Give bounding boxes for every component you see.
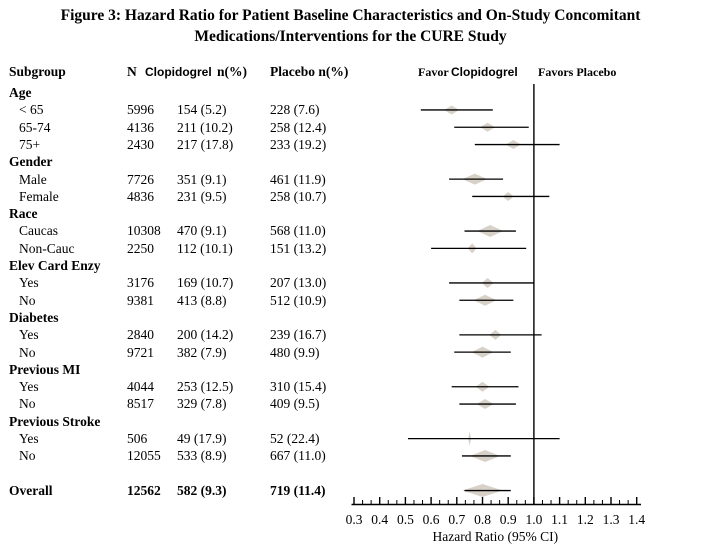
- x-tick-label: 1.0: [525, 512, 543, 527]
- subgroup-label: Previous MI: [9, 361, 81, 377]
- subgroup-label: Elev Card Enzy: [9, 258, 101, 273]
- n-value: 5996: [127, 102, 154, 118]
- placebo-value: 568 (11.0): [270, 223, 326, 239]
- clopidogrel-value: 49 (17.9): [177, 431, 227, 446]
- subgroup-label: 75+: [19, 136, 41, 152]
- n-value: 4044: [127, 379, 154, 395]
- clopidogrel-value: 382 (7.9): [177, 344, 227, 360]
- placebo-value: 258 (10.7): [270, 188, 327, 204]
- clopidogrel-value: 169 (10.7): [177, 275, 234, 291]
- clopidogrel-value: 200 (14.2): [177, 327, 234, 343]
- clopidogrel-value: 217 (17.8): [177, 136, 234, 152]
- placebo-value: 52 (22.4): [270, 431, 320, 446]
- clopidogrel-value: 329 (7.8): [177, 396, 227, 412]
- placebo-value: 667 (11.0): [270, 448, 326, 464]
- figure-title-line2: Medications/Interventions for the CURE Study: [194, 28, 507, 45]
- placebo-value: 310 (15.4): [270, 379, 327, 395]
- subgroup-label: No: [19, 344, 36, 360]
- n-value: 9381: [127, 292, 154, 308]
- placebo-value: 228 (7.6): [270, 102, 320, 118]
- x-tick-label: 0.6: [422, 512, 440, 527]
- clopidogrel-value: 112 (10.1): [177, 240, 233, 256]
- clopidogrel-value: 413 (8.8): [177, 292, 227, 308]
- placebo-value: 461 (11.9): [270, 171, 326, 187]
- n-value: 12562: [127, 482, 161, 498]
- clopidogrel-value: 582 (9.3): [177, 482, 227, 498]
- figure-title-line1: Figure 3: Hazard Ratio for Patient Baseline Characteristics and On-Study Concomitant: [60, 7, 641, 24]
- placebo-value: 512 (10.9): [270, 292, 327, 308]
- subgroup-label: Yes: [19, 431, 39, 446]
- legend-favors-placebo: Favors Placebo: [538, 65, 617, 79]
- subgroup-label: Female: [19, 188, 59, 204]
- subgroup-label: 65-74: [19, 119, 51, 135]
- n-value: 10308: [127, 223, 161, 239]
- subgroup-label: Diabetes: [9, 309, 59, 325]
- n-value: 7726: [127, 171, 154, 187]
- subgroup-label: Gender: [9, 154, 53, 170]
- x-tick-label: 0.9: [499, 512, 517, 527]
- subgroup-label: Age: [9, 85, 32, 100]
- n-value: 2430: [127, 136, 154, 152]
- x-tick-label: 0.4: [371, 512, 389, 527]
- subgroup-label: Yes: [19, 379, 39, 395]
- n-value: 506: [127, 431, 148, 446]
- subgroup-label: Race: [9, 206, 38, 222]
- n-value: 4836: [127, 188, 154, 204]
- header-n-pct: n(%): [217, 64, 247, 79]
- placebo-value: 207 (13.0): [270, 275, 327, 291]
- subgroup-label: No: [19, 396, 36, 412]
- n-value: 2840: [127, 327, 154, 343]
- subgroup-label: Yes: [19, 275, 39, 291]
- n-value: 2250: [127, 240, 154, 256]
- subgroup-label: Male: [19, 171, 47, 187]
- n-value: 12055: [127, 448, 161, 464]
- clopidogrel-value: 231 (9.5): [177, 188, 227, 204]
- x-tick-label: 1.2: [576, 512, 594, 527]
- x-tick-label: 1.4: [628, 512, 646, 527]
- subgroup-label: Caucas: [19, 223, 58, 239]
- n-value: 3176: [127, 275, 154, 291]
- clopidogrel-value: 351 (9.1): [177, 171, 227, 187]
- header-subgroup: Subgroup: [9, 64, 66, 79]
- legend-favor-clopidogrel: Favor: [418, 65, 449, 79]
- x-tick-label: 0.7: [448, 512, 466, 527]
- clopidogrel-value: 211 (10.2): [177, 119, 233, 135]
- n-value: 4136: [127, 119, 154, 135]
- x-axis-title: Hazard Ratio (95% CI): [432, 529, 559, 544]
- subgroup-label: Non-Cauc: [19, 240, 75, 256]
- clopidogrel-value: 533 (8.9): [177, 448, 227, 464]
- placebo-value: 719 (11.4): [270, 482, 326, 498]
- subgroup-label: Overall: [9, 482, 53, 498]
- placebo-value: 258 (12.4): [270, 119, 327, 135]
- header-clopidogrel: Clopidogrel: [145, 65, 212, 79]
- x-tick-label: 0.3: [345, 512, 363, 527]
- subgroup-label: < 65: [19, 102, 44, 118]
- clopidogrel-value: 470 (9.1): [177, 223, 227, 239]
- clopidogrel-value: 253 (12.5): [177, 379, 234, 395]
- placebo-value: 409 (9.5): [270, 396, 320, 412]
- placebo-value: 239 (16.7): [270, 327, 327, 343]
- x-tick-label: 1.1: [551, 512, 569, 527]
- subgroup-label: Yes: [19, 327, 39, 343]
- n-value: 8517: [127, 396, 154, 412]
- subgroup-label: No: [19, 448, 36, 464]
- legend-favor-clopidogrel-word: Clopidogrel: [451, 65, 518, 79]
- placebo-value: 233 (19.2): [270, 136, 327, 152]
- x-tick-label: 0.5: [396, 512, 414, 527]
- x-tick-label: 1.3: [602, 512, 620, 527]
- subgroup-label: No: [19, 292, 36, 308]
- header-n: N: [127, 64, 137, 79]
- clopidogrel-value: 154 (5.2): [177, 102, 227, 118]
- x-tick-label: 0.8: [474, 512, 491, 527]
- placebo-value: 480 (9.9): [270, 344, 320, 360]
- placebo-value: 151 (13.2): [270, 240, 327, 256]
- header-placebo: Placebo n(%): [270, 64, 349, 79]
- n-value: 9721: [127, 344, 154, 360]
- subgroup-label: Previous Stroke: [9, 413, 101, 429]
